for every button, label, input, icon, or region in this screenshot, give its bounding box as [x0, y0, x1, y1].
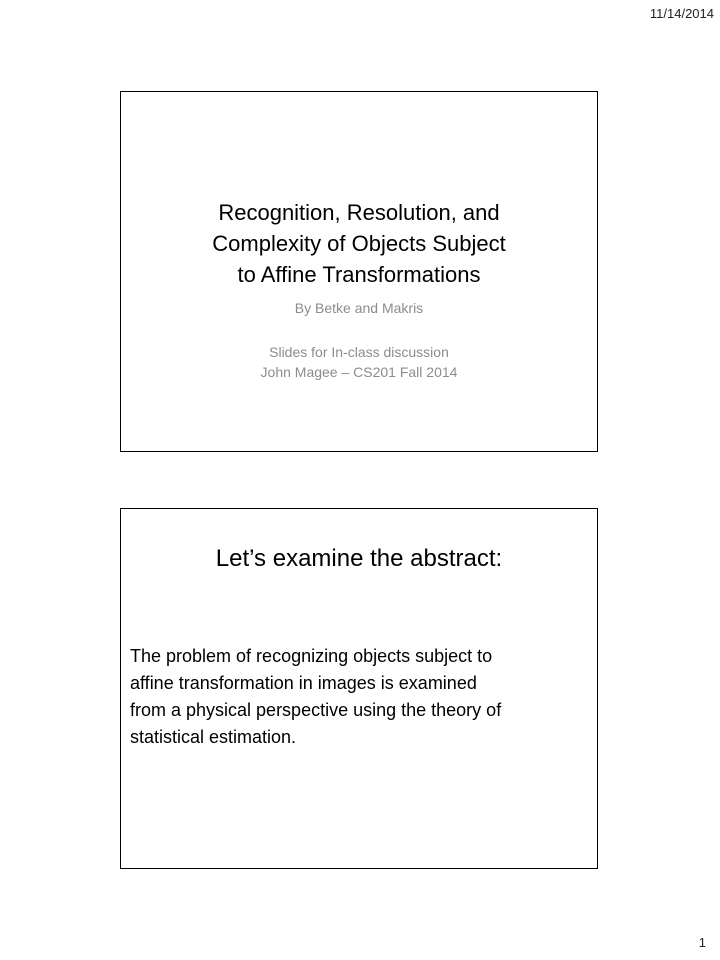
slide-2-body-line: statistical estimation.	[130, 727, 297, 747]
slide-1-note	[121, 342, 597, 382]
slide-1-title-slide	[120, 91, 598, 452]
slide-1-title	[121, 197, 597, 290]
slide-1-title-line: to Affine Transformations	[237, 262, 481, 287]
slide-1-title-line: Recognition, Resolution, and	[218, 200, 500, 225]
slide-2-body	[130, 643, 589, 751]
slide-1-note-line: Slides for In-class discussion	[269, 344, 449, 360]
slide-2-abstract	[120, 508, 598, 869]
slide-1-note-line: John Magee – CS201 Fall 2014	[260, 364, 458, 380]
page-number: 1	[698, 935, 706, 950]
slide-2-body-line: affine transformation in images is examined	[130, 673, 477, 693]
handout-date: 11/14/2014	[649, 6, 714, 21]
slide-1-authors: By Betke and Makris	[294, 300, 424, 316]
slide-2-body-line: from a physical perspective using the theory of	[130, 700, 502, 720]
slide-2-title: Let’s examine the abstract:	[215, 545, 503, 572]
slide-2-body-line: The problem of recognizing objects subject to	[130, 646, 493, 666]
slide-1-title-line: Complexity of Objects Subject	[212, 231, 506, 256]
